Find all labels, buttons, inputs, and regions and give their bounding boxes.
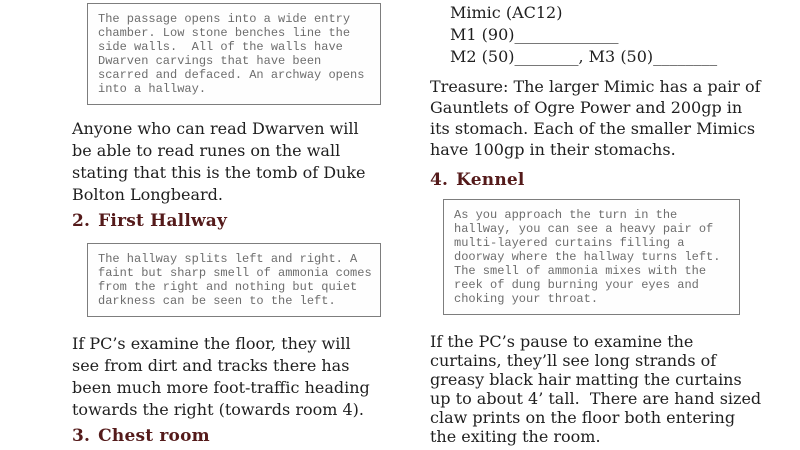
left-column [72,0,382,446]
paragraph-room2-note: If PC’s examine the floor, they will see from dirt and tracks there has been much more foot-traffic heading towards the right (towards room 4). [72,334,375,419]
readaloud-box-room2: The hallway splits left and right. A faint but sharp smell of ammonia comes from the right and nothing but quiet darkness can be seen to the left. [87,243,381,317]
right-column [430,0,767,446]
heading-room3-title: Chest room [98,426,210,446]
heading-room4 [430,170,762,190]
readaloud-box-room4: As you approach the turn in the hallway, you can see a heavy pair of multi-layered curtains filling a doorway where the hallway turns left. The smell of ammonia mixes with the reek of dung burning your eyes and choking your throat. [443,199,740,315]
statblock-monster-line: Mimic (AC12) [450,3,563,22]
paragraph-room1-note: Anyone who can read Dwarven will be able to read runes on the wall stating that this is the tomb of Duke Bolton Longbeard. [72,119,371,204]
heading-room2-title: First Hallway [98,211,228,231]
statblock-hp-line-1: M1 (90)_____________ [450,25,619,44]
heading-room4-number: 4. [430,170,449,190]
heading-room3 [72,426,382,446]
paragraph-room3-treasure: Treasure: The larger Mimic has a pair of Gauntlets of Ogre Power and 200gp in its stomach. Each of the smaller Mimics have 100gp in their stomachs. [430,77,766,159]
statblock-hp-line-2: M2 (50)________, M3 (50)________ [450,47,718,66]
paragraph-room4-note: If the PC’s pause to examine the curtains, they’ll see long strands of greasy black hair matting the curtains up to about 4’ tall. There are hand sized claw prints on the floor both entering the exiting the room. [430,332,767,446]
heading-room2-number: 2. [72,211,91,231]
heading-room2 [72,211,382,231]
heading-room3-number: 3. [72,426,91,446]
readaloud-box-room1: The passage opens into a wide entry chamber. Low stone benches line the side walls. All of the walls have Dwarven carvings that have been scarred and defaced. An archway opens into a hallway. [87,3,381,105]
mimic-statblock [450,2,762,68]
heading-room4-title: Kennel [456,170,525,190]
